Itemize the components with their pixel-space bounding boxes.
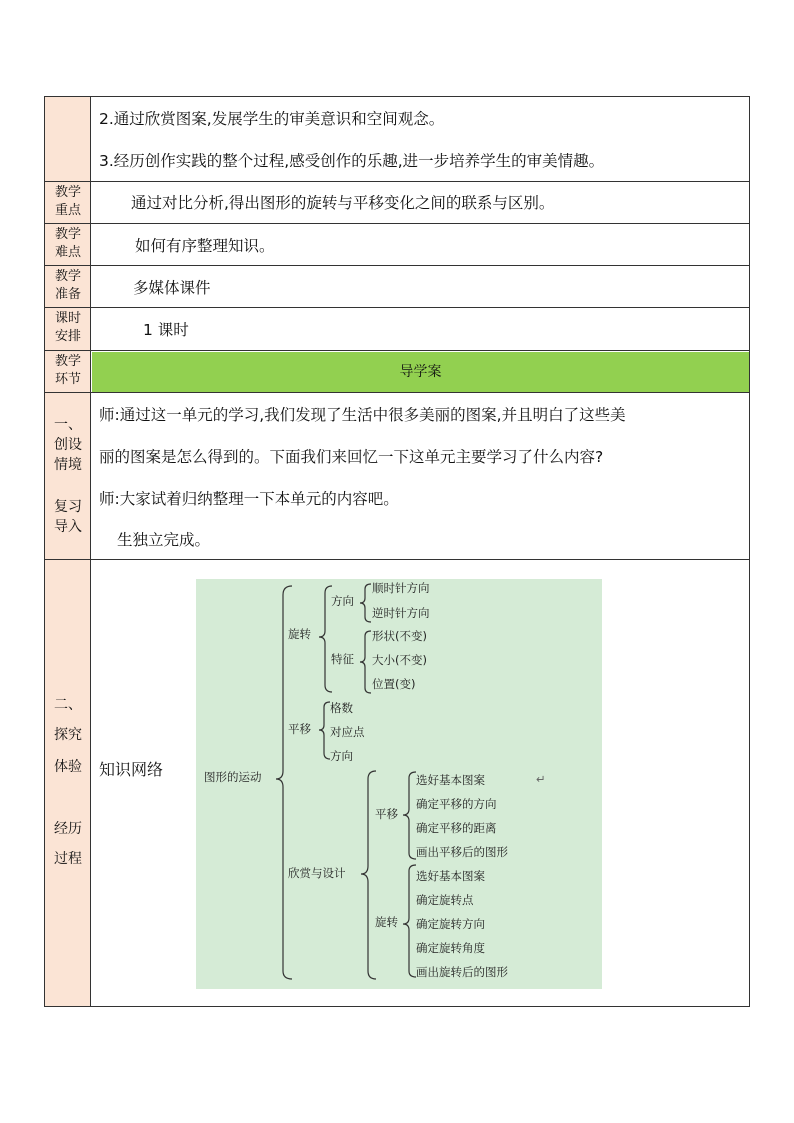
mm-rotation: 旋转 — [288, 627, 311, 641]
mm-feature: 特征 — [331, 652, 354, 666]
preparation-content: 多媒体课件 — [133, 279, 211, 297]
mm-root: 图形的运动 — [204, 770, 262, 784]
section-header-title: 导学案 — [399, 364, 442, 380]
section2-label-num: 二、 — [54, 697, 82, 713]
mm-dt-item-3: 确定平移的距离 — [416, 821, 497, 835]
mm-appreciate: 欣赏与设计 — [288, 866, 346, 880]
mm-design-rotation: 旋转 — [375, 915, 398, 929]
schedule-label-top: 课时 — [54, 311, 81, 326]
key-points-content: 通过对比分析,得出图形的旋转与平移变化之间的联系与区别。 — [131, 194, 555, 212]
mm-design-translation: 平移 — [375, 807, 398, 821]
section1-line-4: 生独立完成。 — [117, 531, 211, 549]
mm-translation: 平移 — [288, 722, 311, 736]
difficulty-label-top: 教学 — [54, 227, 81, 242]
section1-label-b: 情境 — [54, 457, 82, 473]
mm-grid: 格数 — [330, 701, 353, 715]
section1-line-2: 丽的图案是怎么得到的。下面我们来回忆一下这单元主要学习了什么内容? — [99, 448, 604, 466]
section-label-bottom: 环节 — [54, 372, 81, 387]
preparation-label-bottom: 准备 — [54, 287, 81, 302]
knowledge-mindmap — [196, 579, 602, 989]
row-divider — [45, 265, 749, 266]
section-label-top: 教学 — [54, 354, 81, 369]
row-divider — [45, 181, 749, 182]
mm-counterclockwise: 逆时针方向 — [372, 606, 430, 620]
mm-dr-item-4: 确定旋转角度 — [416, 941, 485, 955]
mm-dt-item-2: 确定平移的方向 — [416, 797, 497, 811]
mm-size: 大小(不变) — [372, 653, 427, 667]
section1-label-a: 创设 — [54, 437, 82, 453]
row-divider — [45, 350, 749, 351]
mm-dr-item-3: 确定旋转方向 — [416, 917, 485, 931]
schedule-content: 1 课时 — [143, 321, 189, 339]
mm-dr-item-5: 画出旋转后的图形 — [416, 965, 508, 979]
section1-label-c: 复习 — [54, 499, 82, 515]
row-divider — [45, 392, 749, 393]
mm-direction: 方向 — [331, 594, 354, 608]
mm-clockwise: 顺时针方向 — [372, 581, 430, 595]
key-points-label-bottom: 重点 — [54, 203, 81, 218]
section2-label-d: 过程 — [54, 851, 82, 867]
section2-label-b: 体验 — [54, 759, 82, 775]
row-divider — [45, 559, 749, 560]
difficulty-content: 如何有序整理知识。 — [135, 237, 275, 255]
mm-corresponding: 对应点 — [330, 725, 365, 739]
section1-line-3: 师:大家试着归纳整理一下本单元的内容吧。 — [99, 490, 399, 508]
mm-dr-item-2: 确定旋转点 — [416, 893, 474, 907]
objective-line-2: 2.通过欣赏图案,发展学生的审美意识和空间观念。 — [99, 110, 445, 128]
section2-label-a: 探究 — [54, 727, 82, 743]
difficulty-label-bottom: 难点 — [54, 245, 81, 260]
mm-position: 位置(变) — [372, 677, 416, 691]
mm-dt-item-4: 画出平移后的图形 — [416, 845, 508, 859]
mm-trans-direction: 方向 — [330, 749, 353, 763]
section1-line-1: 师:通过这一单元的学习,我们发现了生活中很多美丽的图案,并且明白了这些美 — [99, 406, 626, 424]
preparation-label-top: 教学 — [54, 269, 81, 284]
objective-line-3: 3.经历创作实践的整个过程,感受创作的乐趣,进一步培养学生的审美情趣。 — [99, 152, 605, 170]
mm-dt-item-1: 选好基本图案 — [416, 773, 485, 787]
knowledge-network-caption: 知识网络 — [99, 760, 164, 779]
key-points-label-top: 教学 — [54, 185, 81, 200]
lesson-plan-table — [44, 96, 750, 1007]
section1-label-d: 导入 — [54, 519, 82, 535]
section1-label-num: 一、 — [54, 417, 82, 433]
mm-dr-item-1: 选好基本图案 — [416, 869, 485, 883]
row-divider — [45, 307, 749, 308]
schedule-label-bottom: 安排 — [54, 329, 81, 344]
section2-label-c: 经历 — [54, 821, 82, 837]
row-divider — [45, 223, 749, 224]
mm-shape: 形状(不变) — [372, 629, 427, 643]
mm-return-mark: ↵ — [536, 772, 546, 786]
